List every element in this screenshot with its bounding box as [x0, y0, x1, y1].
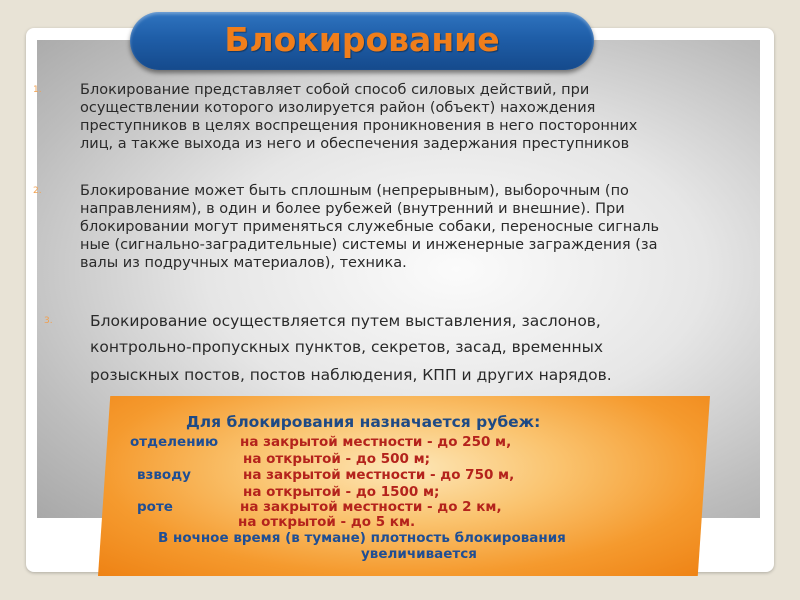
- list-number-3: 3.: [44, 316, 53, 326]
- callout-open-terrain: на открытой - до 5 км.: [238, 514, 416, 530]
- paragraph-2-line: валы из подручных материалов), техника.: [80, 255, 407, 271]
- slide-title: Блокирование: [224, 20, 500, 59]
- paragraph-2-line: Блокирование может быть сплошным (непрерывным), выборочным (по: [80, 183, 629, 199]
- callout-unit-label: роте: [137, 499, 173, 515]
- callout-unit-label: отделению: [130, 434, 219, 450]
- paragraph-2-line: направлениям), в один и более рубежей (внутренний и внешние). При: [80, 201, 625, 217]
- paragraph-1-line: Блокирование представляет собой способ силовых действий, при: [80, 82, 590, 98]
- callout-unit-label: взводу: [137, 467, 191, 483]
- list-number-1: 1.: [33, 85, 42, 95]
- callout-closed-terrain: на закрытой местности - до 2 км,: [240, 499, 502, 515]
- paragraph-1-line: преступников в целях воспрещения проникновения в него посторонних: [80, 118, 638, 134]
- callout-heading: Для блокирования назначается рубеж:: [186, 413, 541, 431]
- paragraph-2-line: ные (сигнально-заградительные) системы и инженерные заграждения (за: [80, 237, 658, 253]
- paragraph-3-line: Блокирование осуществляется путем выставления, заслонов,: [90, 312, 601, 330]
- list-number-2: 2.: [33, 186, 42, 196]
- paragraph-1-line: лиц, а также выхода из него и обеспечения задержания преступников: [80, 136, 630, 152]
- callout-note-line: увеличивается: [361, 546, 477, 562]
- callout-open-terrain: на открытой - до 500 м;: [243, 451, 431, 467]
- callout-closed-terrain: на закрытой местности - до 750 м,: [243, 467, 515, 483]
- paragraph-2-line: блокировании могут применяться служебные собаки, переносные сигналь: [80, 219, 660, 235]
- paragraph-3-line: розыскных постов, постов наблюдения, КПП и других нарядов.: [90, 366, 612, 384]
- callout-note-line: В ночное время (в тумане) плотность блокирования: [158, 530, 566, 546]
- paragraph-3-line: контрольно-пропускных пунктов, секретов, засад, временных: [90, 338, 604, 356]
- callout-closed-terrain: на закрытой местности - до 250 м,: [240, 434, 512, 450]
- callout-open-terrain: на открытой - до 1500 м;: [243, 484, 440, 500]
- paragraph-1-line: осуществлении которого изолируется район (объект) нахождения: [80, 100, 596, 116]
